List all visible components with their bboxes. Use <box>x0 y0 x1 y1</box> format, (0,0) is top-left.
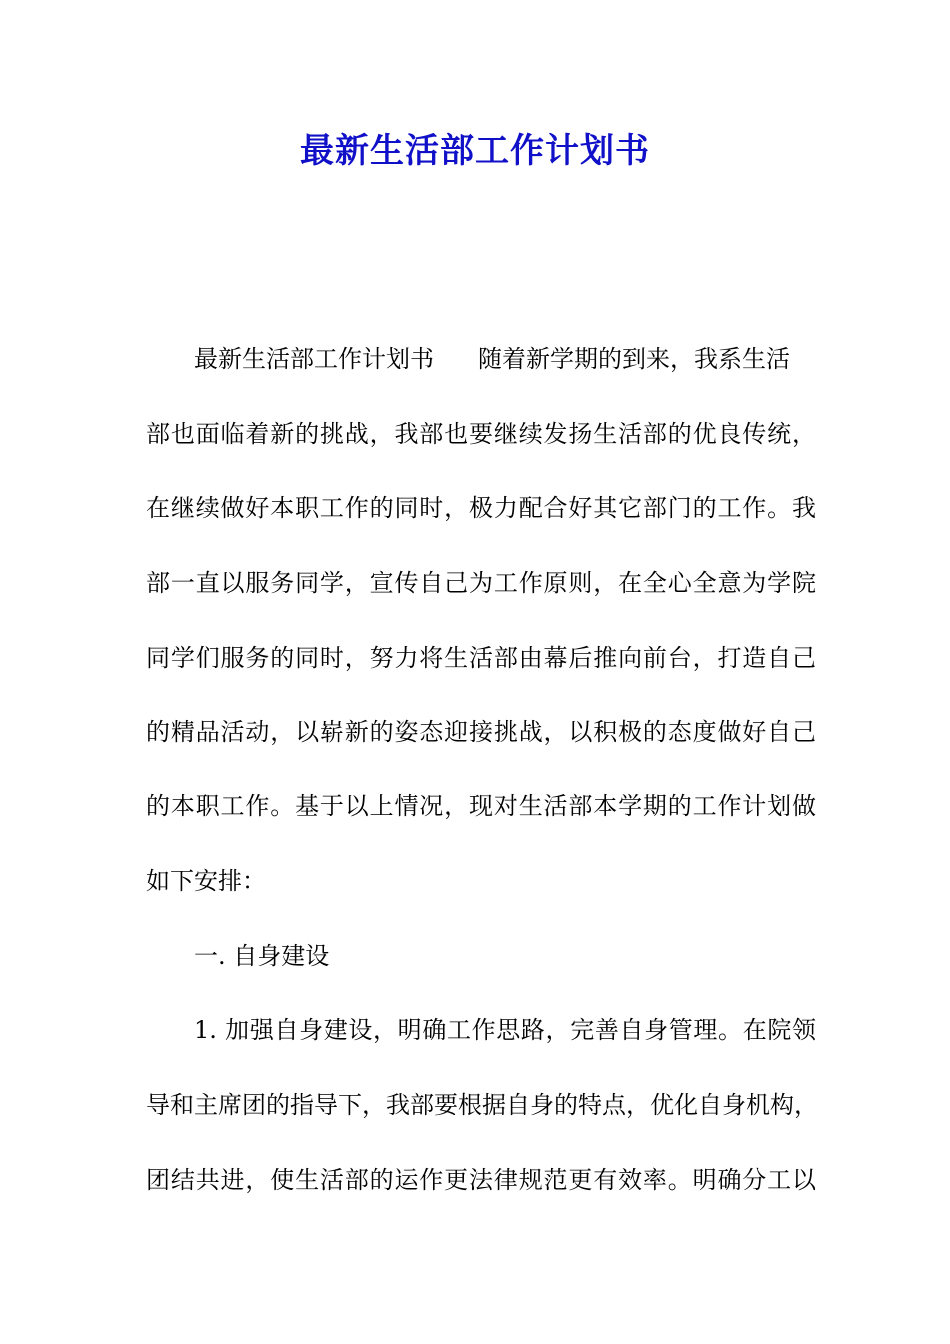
inline-heading: 最新生活部工作计划书 <box>194 345 434 373</box>
paragraph-line: 在继续做好本职工作的同时，极力配合好其它部门的工作。我 <box>146 494 816 522</box>
inline-text: 随着新学期的到来，我系生活 <box>478 345 790 373</box>
document-title: 最新生活部工作计划书 <box>300 131 650 171</box>
paragraph-line: 导和主席团的指导下，我部要根据自身的特点，优化自身机构， <box>146 1091 818 1119</box>
paragraph-line: 如下安排： <box>146 867 266 895</box>
paragraph-line: 1. 加强自身建设，明确工作思路，完善自身管理。在院领 <box>194 1016 816 1044</box>
paragraph-line: 同学们服务的同时，努力将生活部由幕后推向前台，打造自己 <box>146 644 816 672</box>
paragraph-line: 部也面临着新的挑战，我部也要继续发扬生活部的优良传统， <box>146 420 816 448</box>
paragraph-line: 部一直以服务同学，宣传自己为工作原则，在全心全意为学院 <box>146 569 816 597</box>
paragraph-line: 团结共进，使生活部的运作更法律规范更有效率。明确分工以 <box>146 1166 816 1194</box>
paragraph-line: 的精品活动，以崭新的姿态迎接挑战，以积极的态度做好自己 <box>146 718 816 746</box>
paragraph-line <box>194 341 816 377</box>
paragraph-line: 的本职工作。基于以上情况，现对生活部本学期的工作计划做 <box>146 792 816 820</box>
section-heading: 一. 自身建设 <box>194 942 330 970</box>
